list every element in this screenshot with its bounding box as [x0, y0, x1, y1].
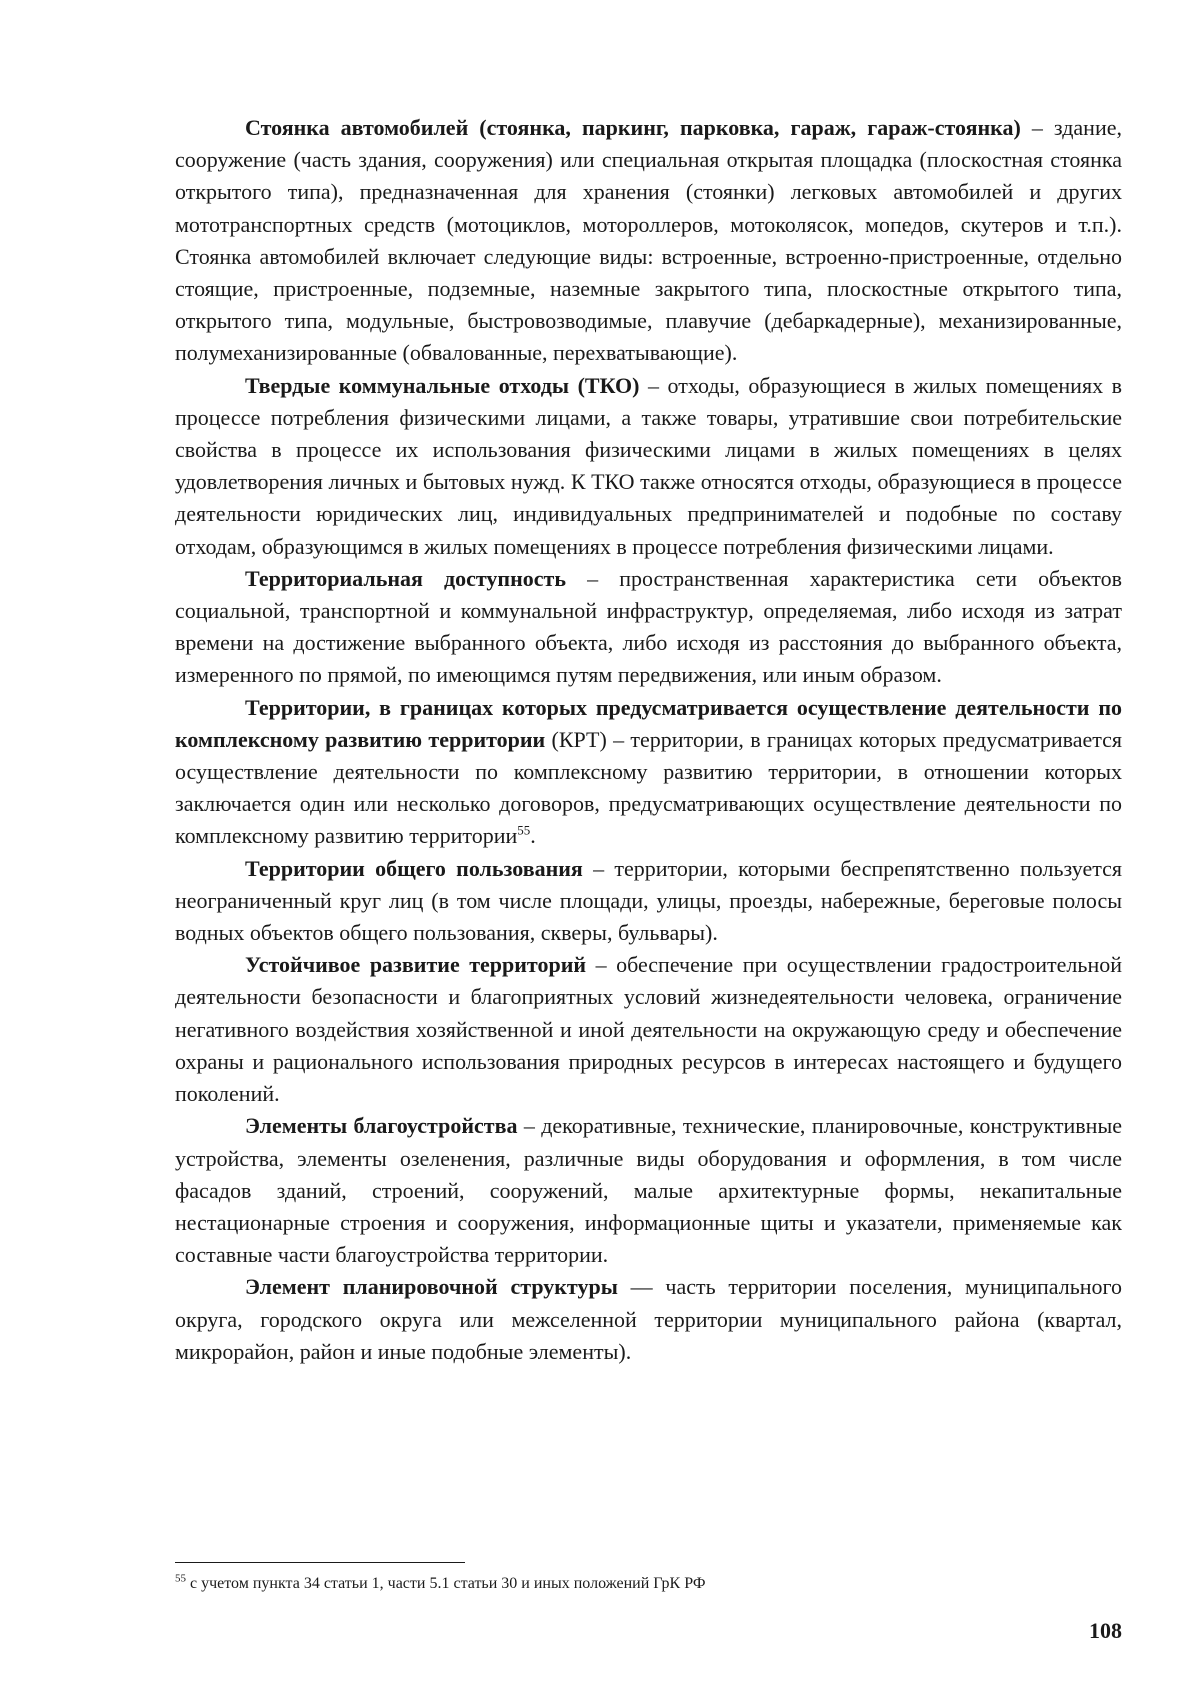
definition-paragraph: [175, 112, 1122, 370]
definition-text: – обеспечение при осуществлении градостроительной деятельности безопасности и благоприятных условий жизнедеятельности человека, ограничение негативного воздействия хозяйственной и иной деятельности на окружающую среду и обеспечение охраны и рационального использования природных ресурсов в интересах настоящего и будущего поколений.: [175, 952, 1122, 1107]
definition-paragraph: [175, 949, 1122, 1110]
page-number: 108: [1089, 1618, 1122, 1643]
footnote-separator: [175, 1562, 465, 1563]
definition-text: — часть территории поселения, муниципального округа, городского округа или межселенной территории муниципального района (квартал, микрорайон, район и иные подобные элементы).: [175, 1274, 1122, 1364]
footnote-text: с учетом пункта 34 статьи 1, части 5.1 статьи 30 и иных положений ГрК РФ: [186, 1575, 706, 1592]
definition-text: (КРТ) – территории, в границах которых предусматривается осуществление деятельности по комплексному развитию территории, в отношении которых заключается один или несколько договоров, предусматривающих осуществление деятельности по комплексному развитию территории: [175, 726, 1122, 849]
document-body: [175, 112, 1122, 1368]
definition-text: – декоративные, технические, планировочные, конструктивные устройства, элементы озеленения, различные виды оборудования и оформления, в том числе фасадов зданий, строений, сооружений, малые архитектурные формы, некапитальные нестационарные строения и сооружения, информационные щиты и указатели, применяемые как составные части благоустройства территории.: [175, 1113, 1123, 1268]
footnote: [175, 1574, 1122, 1594]
definition-term: Устойчивое развитие территорий: [245, 952, 587, 978]
definition-paragraph: [175, 1271, 1122, 1368]
definition-paragraph: [175, 853, 1122, 950]
footnote-reference[interactable]: 55: [517, 823, 531, 839]
definition-text: – территории, которыми беспрепятственно пользуется неограниченный круг лиц (в том числе площади, улицы, проезды, набережные, береговые полосы водных объектов общего пользования, скверы, бульвары).: [175, 855, 1122, 946]
definition-term: Твердые коммунальные отходы (ТКО): [245, 372, 640, 398]
footnote-number: 55: [175, 1572, 186, 1585]
definition-paragraph: [175, 1110, 1122, 1271]
definition-text: – здание, сооружение (часть здания, сооружения) или специальная открытая площадка (плоскостная стоянка открытого типа), предназначенная для хранения (стоянки) легковых автомобилей и других мототранспортных средств (мотоциклов, мотороллеров, мотоколясок, мопедов, скутеров и т.п.). Стоянка автомобилей включает следующие виды: встроенные, встроенно-пристроенные, отдельно стоящие, пристроенные, подземные, наземные закрытого типа, плоскостные открытого типа, открытого типа, модульные, быстровозводимые, плавучие (дебаркадерные), механизированные, полумеханизированные (обвалованные, перехватывающие).: [175, 115, 1122, 366]
definition-paragraph: [175, 563, 1122, 692]
definition-term: Элементы благоустройства: [245, 1113, 518, 1139]
definition-term: Стоянка автомобилей (стоянка, паркинг, парковка, гараж, гараж-стоянка): [245, 115, 1021, 140]
definition-term: Территориальная доступность: [245, 565, 566, 591]
definition-text: – отходы, образующиеся в жилых помещениях в процессе потребления физическими лицами, а также товары, утратившие свои потребительские свойства в процессе их использования физическими лицами в жилых помещениях в целях удовлетворения личных и бытовых нужд. К ТКО также относятся отходы, образующиеся в процессе деятельности юридических лиц, индивидуальных предпринимателей и подобные по составу отходам, образующимся в жилых помещениях в процессе потребления физическими лицами.: [175, 372, 1122, 559]
definition-term: Территории общего пользования: [245, 855, 583, 881]
definition-term: Элемент планировочной структуры: [245, 1274, 618, 1300]
definition-text: – пространственная характеристика сети объектов социальной, транспортной и коммунальной инфраструктур, определяемая, либо исходя из затрат времени на достижение выбранного объекта, либо исходя из расстояния до выбранного объекта, измеренного по прямой, по имеющимся путям передвижения, или иным образом.: [175, 565, 1123, 688]
definition-text-end: .: [530, 823, 536, 849]
definition-term: Территории, в границах которых предусматривается осуществление деятельности по комплексному развитию территории: [175, 694, 1122, 752]
definition-paragraph: [175, 370, 1122, 563]
definition-paragraph: [175, 692, 1122, 853]
